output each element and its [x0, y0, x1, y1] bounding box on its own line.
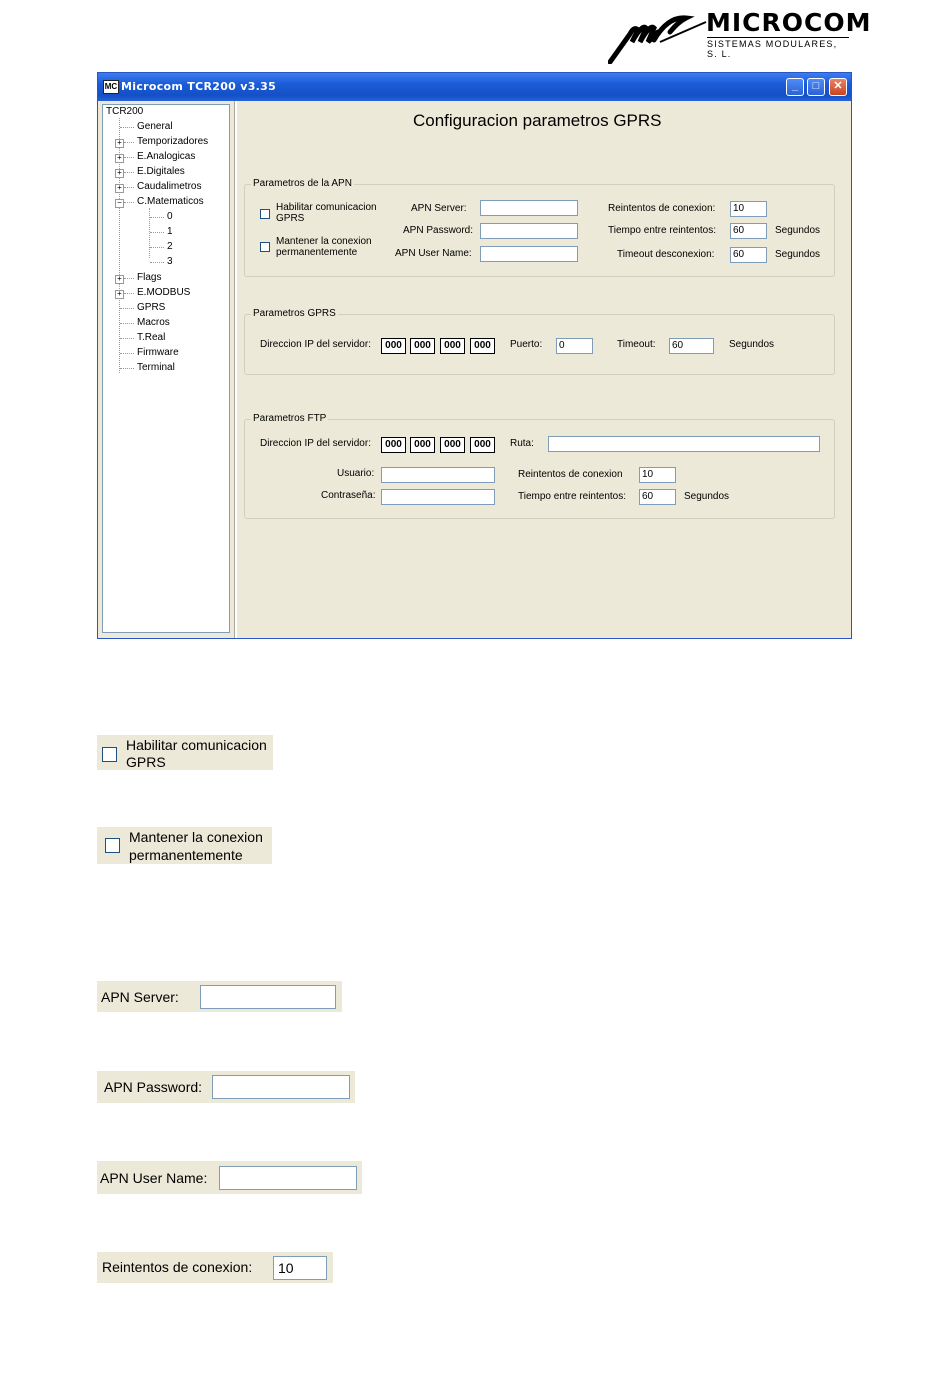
ftp-group [244, 413, 835, 519]
apn-password-label: APN Password: [403, 225, 474, 236]
zoom-keep-connection [97, 827, 272, 864]
maximize-button[interactable]: □ [807, 78, 825, 96]
ftp-ip-label: Direccion IP del servidor: [260, 438, 371, 449]
tree-guide [120, 353, 134, 354]
tree-item-terminal[interactable]: Terminal [137, 362, 175, 373]
tree-item-digitales[interactable]: E.Digitales [137, 166, 185, 177]
tree-item-treal[interactable]: T.Real [137, 332, 166, 343]
zoom-enable-gprs [97, 735, 273, 770]
company-subtitle: SISTEMAS MODULARES, S. L. [707, 37, 849, 59]
expand-icon[interactable]: + [115, 154, 124, 163]
server-ip-octet-4[interactable]: 000 [470, 338, 495, 354]
tree-item-analogicas[interactable]: E.Analogicas [137, 151, 196, 162]
seconds-label: Segundos [775, 225, 821, 236]
gprs-group [244, 308, 835, 375]
tree-item-gprs[interactable]: GPRS [137, 302, 166, 313]
ftp-retries-input[interactable]: 10 [639, 467, 676, 483]
tree-item-caudalimetros[interactable]: Caudalimetros [137, 181, 202, 192]
apn-group [244, 178, 835, 277]
apn-retry-interval-input[interactable]: 60 [730, 223, 767, 239]
apn-retries-input[interactable]: 10 [730, 201, 767, 217]
tree-guide [150, 247, 164, 248]
apn-password-input[interactable] [480, 223, 578, 239]
page-title: Configuracion parametros GPRS [413, 111, 662, 130]
ftp-group-title: Parametros FTP [253, 413, 327, 424]
tree-guide [120, 308, 134, 309]
company-name: MICROCOM [706, 8, 872, 37]
server-ip-octet-2[interactable]: 000 [410, 338, 435, 354]
zoom-keep-connection-line1: Mantener la conexion [129, 829, 263, 845]
tree-guide [120, 323, 134, 324]
enable-gprs-label-line1: Habilitar comunicacion [276, 202, 377, 213]
tree-guide [124, 157, 134, 158]
tree-item-math-3[interactable]: 3 [167, 256, 173, 267]
enable-gprs-label-line2: GPRS [276, 213, 305, 224]
zoom-keep-connection-checkbox[interactable] [105, 838, 120, 853]
ftp-path-label: Ruta: [510, 438, 534, 449]
apn-username-input[interactable] [480, 246, 578, 262]
tree-item-math-0[interactable]: 0 [167, 211, 173, 222]
apn-retries-label: Reintentos de conexion: [608, 203, 716, 214]
app-icon: MC [103, 80, 119, 94]
keep-connection-label-line1: Mantener la conexion [276, 236, 372, 247]
keep-connection-checkbox[interactable] [260, 242, 270, 252]
enable-gprs-checkbox[interactable] [260, 209, 270, 219]
tree-item-math-2[interactable]: 2 [167, 241, 173, 252]
close-button[interactable]: ✕ [829, 78, 847, 96]
tree-guide [124, 202, 134, 203]
zoom-apn-username-label: APN User Name: [100, 1170, 208, 1186]
ftp-user-input[interactable] [381, 467, 495, 483]
tree-guide [150, 217, 164, 218]
zoom-enable-gprs-line1: Habilitar comunicacion [126, 737, 267, 753]
tree-guide [150, 262, 164, 263]
tree-guide [120, 338, 134, 339]
tree-guide [120, 368, 134, 369]
seconds-label: Segundos [729, 339, 775, 350]
ftp-retry-interval-input[interactable]: 60 [639, 489, 676, 505]
zoom-apn-password [97, 1071, 355, 1103]
apn-timeout-label: Timeout desconexion: [617, 249, 715, 260]
server-ip-label: Direccion IP del servidor: [260, 339, 371, 350]
apn-timeout-input[interactable]: 60 [730, 247, 767, 263]
keep-connection-label-line2: permanentemente [276, 247, 358, 258]
keep-connection-label [276, 236, 372, 258]
config-panel [237, 101, 851, 638]
apn-retry-interval-label: Tiempo entre reintentos: [608, 225, 717, 236]
tree-item-math-1[interactable]: 1 [167, 226, 173, 237]
zoom-apn-password-input[interactable] [212, 1075, 350, 1099]
tree-guide [124, 187, 134, 188]
port-label: Puerto: [510, 339, 543, 350]
zoom-retries [97, 1252, 333, 1283]
tree-guide [150, 232, 164, 233]
apn-server-label: APN Server: [411, 203, 467, 214]
microcom-logo-mark [608, 12, 708, 64]
tree-item-firmware[interactable]: Firmware [137, 347, 179, 358]
tree-item-temporizadores[interactable]: Temporizadores [137, 136, 209, 147]
collapse-icon[interactable]: − [115, 199, 124, 208]
gprs-timeout-label: Timeout: [617, 339, 656, 350]
title-bar[interactable] [98, 73, 851, 101]
gprs-group-title: Parametros GPRS [253, 308, 336, 319]
ftp-password-input[interactable] [381, 489, 495, 505]
zoom-retries-label: Reintentos de conexion: [102, 1259, 253, 1275]
apn-server-input[interactable] [480, 200, 578, 216]
gprs-timeout-input[interactable]: 60 [669, 338, 714, 354]
ftp-path-input[interactable] [548, 436, 820, 452]
ftp-password-label: Contraseña: [321, 490, 376, 501]
tree-root[interactable]: TCR200 [106, 106, 144, 117]
enable-gprs-label [276, 202, 377, 224]
port-input[interactable]: 0 [556, 338, 593, 354]
navigation-tree[interactable] [102, 104, 230, 633]
ftp-ip-octet-1[interactable]: 000 [381, 437, 406, 453]
zoom-apn-server [97, 981, 342, 1012]
ftp-retry-interval-label: Tiempo entre reintentos: [518, 491, 627, 502]
seconds-label: Segundos [775, 249, 821, 260]
app-window [97, 72, 852, 639]
tree-guide [124, 172, 134, 173]
ftp-user-label: Usuario: [337, 468, 375, 479]
zoom-apn-server-input[interactable] [200, 985, 336, 1009]
ftp-retries-label: Reintentos de conexion [518, 469, 623, 480]
zoom-apn-server-label: APN Server: [101, 989, 179, 1005]
minimize-button[interactable]: _ [786, 78, 804, 96]
zoom-apn-username-input[interactable] [219, 1166, 357, 1190]
tree-item-macros[interactable]: Macros [137, 317, 170, 328]
tree-item-general[interactable]: General [137, 121, 173, 132]
zoom-apn-username [97, 1161, 362, 1194]
zoom-enable-gprs-checkbox[interactable] [102, 747, 117, 762]
apn-username-label: APN User Name: [395, 248, 472, 259]
zoom-retries-input[interactable]: 10 [273, 1256, 327, 1280]
tree-guide [120, 127, 134, 128]
tree-item-modbus[interactable]: E.MODBUS [137, 287, 191, 298]
tree-guide [124, 142, 134, 143]
tree-guide [124, 293, 134, 294]
server-ip-octet-3[interactable]: 000 [440, 338, 465, 354]
ftp-ip-octet-3[interactable]: 000 [440, 437, 465, 453]
zoom-enable-gprs-line2: GPRS [126, 754, 166, 770]
expand-icon[interactable]: + [115, 169, 124, 178]
tree-item-matematicos[interactable]: C.Matematicos [137, 196, 204, 207]
expand-icon[interactable]: + [115, 290, 124, 299]
expand-icon[interactable]: + [115, 275, 124, 284]
apn-group-title: Parametros de la APN [253, 178, 352, 189]
tree-guide [124, 278, 134, 279]
ftp-ip-octet-2[interactable]: 000 [410, 437, 435, 453]
expand-icon[interactable]: + [115, 139, 124, 148]
expand-icon[interactable]: + [115, 184, 124, 193]
window-title: Microcom TCR200 v3.35 [121, 80, 277, 93]
tree-item-flags[interactable]: Flags [137, 272, 162, 283]
zoom-apn-password-label: APN Password: [104, 1079, 203, 1095]
tree-guide [149, 208, 150, 258]
seconds-label: Segundos [684, 491, 730, 502]
ftp-ip-octet-4[interactable]: 000 [470, 437, 495, 453]
server-ip-octet-1[interactable]: 000 [381, 338, 406, 354]
zoom-keep-connection-line2: permanentemente [129, 847, 243, 863]
